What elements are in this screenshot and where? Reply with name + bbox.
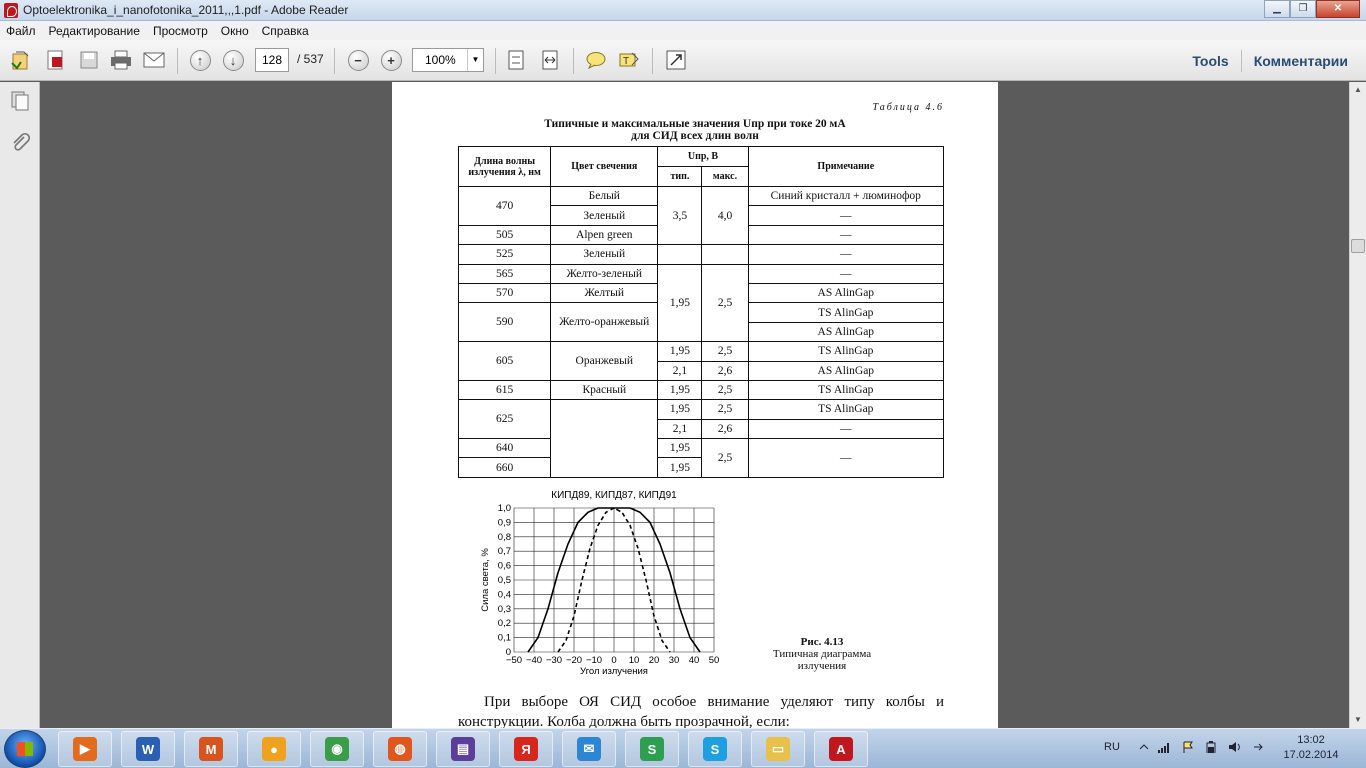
table-cell: 1,95 <box>658 380 702 399</box>
header-color: Цвет свечения <box>551 147 658 187</box>
table-cell: 2,5 <box>702 380 748 399</box>
table-cell: 625 <box>459 400 551 439</box>
fullscreen-button[interactable] <box>663 47 689 73</box>
minus-icon: − <box>348 50 369 71</box>
battery-icon[interactable] <box>1206 741 1218 753</box>
table-cell: Желто-оранжевый <box>551 303 658 342</box>
table-cell: 2,5 <box>702 400 748 419</box>
table-cell: — <box>748 225 943 244</box>
table-cell: Белый <box>551 187 658 206</box>
x-tick-label: 30 <box>668 655 680 666</box>
zoom-out-button[interactable] <box>345 47 371 73</box>
fit-page-button[interactable] <box>503 47 529 73</box>
header-wavelength: Длина волны излучения λ, нм <box>459 147 551 187</box>
page-number-input[interactable]: 128 <box>255 48 289 72</box>
toolbar <box>0 40 1366 81</box>
table-cell: 1,95 <box>658 439 702 458</box>
table-cell: — <box>748 419 943 438</box>
language-indicator[interactable]: RU <box>1104 741 1120 753</box>
expand-icon <box>666 50 686 70</box>
table-cell: 2,1 <box>658 419 702 438</box>
ball-app-icon: ● <box>262 737 286 761</box>
speech-bubble-icon <box>585 50 607 70</box>
table-cell: 2,5 <box>702 342 748 361</box>
print-button[interactable] <box>108 47 134 73</box>
table-cell: 640 <box>459 439 551 458</box>
yandex-icon: Я <box>514 737 538 761</box>
figure-caption-line2: Типичная диаграмма <box>772 648 872 660</box>
table-cell: — <box>748 439 943 478</box>
taskbar-yandex-button[interactable] <box>499 731 553 767</box>
body-paragraph: При выборе ОЯ СИД особое внимание уделяют типу колбы и конструкции. Колба должна быть прозрачной, если: <box>458 694 944 728</box>
table-cell: AS AlinGap <box>748 283 943 302</box>
fit-page-icon <box>507 49 525 71</box>
led-voltage-table <box>458 146 944 478</box>
action-center-flag-icon[interactable] <box>1182 741 1194 753</box>
comments-link[interactable]: Комментарии <box>1253 53 1348 69</box>
header-typ: тип. <box>658 167 702 187</box>
svg-text:T: T <box>623 56 630 67</box>
table-cell: TS AlinGap <box>748 380 943 399</box>
table-cell: AS AlinGap <box>748 322 943 341</box>
volume-icon[interactable] <box>1228 741 1240 753</box>
table-cell: 615 <box>459 380 551 399</box>
table-cell: 2,5 <box>702 264 748 342</box>
tray-info-icon[interactable] <box>1252 741 1264 753</box>
firefox-icon: ◍ <box>388 737 412 761</box>
y-tick-label: 0,7 <box>497 546 511 558</box>
previous-page-button[interactable] <box>187 47 213 73</box>
figure-caption <box>749 636 895 672</box>
zoom-value: 100% <box>425 53 456 67</box>
minimize-button[interactable]: ▁ <box>1264 0 1290 18</box>
table-cell: — <box>748 264 943 283</box>
table-cell: Оранжевый <box>551 342 658 381</box>
taskbar-chrome-button[interactable] <box>310 731 364 767</box>
skype-icon: S <box>703 737 727 761</box>
menu-bar <box>0 21 1366 40</box>
x-tick-label: 50 <box>708 655 720 666</box>
table-cell <box>658 245 702 264</box>
table-cell: 1,95 <box>658 458 702 477</box>
table-cell: 2,6 <box>702 419 748 438</box>
table-cell: 2,5 <box>702 439 748 478</box>
scroll-up-icon[interactable]: ▲ <box>1354 85 1362 94</box>
word-icon: W <box>136 737 160 761</box>
next-page-button[interactable] <box>220 47 246 73</box>
table-cell <box>702 245 748 264</box>
chart-title: КИПД89, КИПД87, КИПД91 <box>551 490 677 501</box>
matlab-icon: M <box>199 737 223 761</box>
y-tick-label: 0,9 <box>497 517 511 529</box>
create-pdf-button[interactable] <box>42 47 68 73</box>
taskbar-visual-studio-button[interactable] <box>436 731 490 767</box>
maximize-button[interactable]: ❐ <box>1290 0 1316 18</box>
table-cell: 570 <box>459 283 551 302</box>
x-tick-label: 0 <box>611 655 617 666</box>
y-tick-label: 0,4 <box>497 589 511 601</box>
taskbar-green-app-button[interactable] <box>625 731 679 767</box>
table-number: Таблица 4.6 <box>872 102 944 113</box>
table-cell: 660 <box>459 458 551 477</box>
navigation-pane <box>0 82 40 728</box>
save-button[interactable] <box>76 47 102 73</box>
page-thumbnails-icon[interactable] <box>9 90 31 112</box>
table-cell: Красный <box>551 380 658 399</box>
table-cell: — <box>748 206 943 225</box>
table-cell: AS AlinGap <box>748 361 943 380</box>
x-tick-label: 40 <box>688 655 700 666</box>
taskbar-ball-app-button[interactable] <box>247 731 301 767</box>
taskbar-word-button[interactable] <box>121 731 175 767</box>
table-cell: Желтый <box>551 283 658 302</box>
y-tick-label: 0 <box>505 647 511 658</box>
y-tick-label: 0,1 <box>497 632 511 644</box>
table-cell: 2,6 <box>702 361 748 380</box>
taskbar-media-player-button[interactable] <box>58 731 112 767</box>
x-tick-label: −20 <box>565 655 583 666</box>
zoom-select[interactable] <box>412 48 484 72</box>
y-tick-label: 1,0 <box>497 503 511 514</box>
y-tick-label: 0,3 <box>497 603 511 615</box>
printer-icon <box>110 50 132 70</box>
menu-window[interactable]: Окно <box>220 23 249 38</box>
title-bar <box>0 0 1366 21</box>
tools-link[interactable]: Tools <box>1192 53 1229 69</box>
fit-width-icon <box>540 49 560 71</box>
table-cell: 565 <box>459 264 551 283</box>
visual-studio-icon: ▤ <box>451 737 475 761</box>
table-cell: 1,95 <box>658 400 702 419</box>
x-axis-label: Угол излучения <box>580 666 648 677</box>
table-cell: Зеленый <box>551 245 658 264</box>
arrow-up-icon: ↑ <box>190 50 211 71</box>
clock-date: 17.02.2014 <box>1283 749 1339 761</box>
page-total: / 537 <box>297 52 324 66</box>
figure-number: Рис. 4.13 <box>800 636 844 648</box>
table-cell: 3,5 <box>658 187 702 245</box>
table-cell: — <box>748 245 943 264</box>
table-cell: TS AlinGap <box>748 400 943 419</box>
table-cell: 470 <box>459 187 551 226</box>
window-controls <box>1264 0 1360 18</box>
x-tick-label: −50 <box>505 655 523 666</box>
clock-time: 13:02 <box>1297 734 1325 746</box>
chevron-up-icon[interactable] <box>1138 741 1150 753</box>
toolbar-right-links <box>1184 50 1356 72</box>
network-signal-icon[interactable] <box>1158 741 1170 753</box>
green-app-icon: S <box>640 737 664 761</box>
taskbar-explorer-button[interactable] <box>751 731 805 767</box>
x-tick-label: 20 <box>648 655 660 666</box>
zoom-in-button[interactable] <box>378 47 404 73</box>
table-cell: TS AlinGap <box>748 303 943 322</box>
radiation-pattern-chart <box>478 486 732 682</box>
header-voltage: Uпр, В <box>658 147 748 167</box>
taskbar-matlab-button[interactable] <box>184 731 238 767</box>
pdf-page <box>392 82 998 728</box>
menu-edit[interactable]: Редактирование <box>48 23 140 38</box>
table-title-line2: для СИД всех длин волн <box>631 130 759 142</box>
chevron-down-icon[interactable]: ▼ <box>467 49 483 71</box>
table-cell: 605 <box>459 342 551 381</box>
x-tick-label: −40 <box>525 655 543 666</box>
table-cell: TS AlinGap <box>748 342 943 361</box>
clock[interactable] <box>1276 733 1346 763</box>
explorer-icon: ▭ <box>766 737 790 761</box>
adobe-reader-icon: A <box>829 737 853 761</box>
arrow-down-icon: ↓ <box>223 50 244 71</box>
table-cell: Синий кристалл + люминофор <box>748 187 943 206</box>
attachments-icon[interactable] <box>9 132 31 154</box>
taskbar-adobe-reader-button[interactable] <box>814 731 868 767</box>
y-axis-label: Сила света, % <box>480 548 491 612</box>
highlight-text-icon <box>618 49 640 71</box>
taskbar-skype-button[interactable] <box>688 731 742 767</box>
figure-caption-line3: излучения <box>797 660 847 672</box>
y-tick-label: 0,8 <box>497 531 511 543</box>
y-tick-label: 0,6 <box>497 560 511 572</box>
adobe-reader-icon <box>4 3 18 18</box>
menu-file[interactable]: Файл <box>6 23 36 38</box>
email-button[interactable] <box>141 47 167 73</box>
table-cell: 4,0 <box>702 187 748 245</box>
y-tick-label: 0,5 <box>497 575 511 586</box>
table-cell: 1,95 <box>658 342 702 361</box>
taskbar-firefox-button[interactable] <box>373 731 427 767</box>
plus-icon: + <box>381 50 402 71</box>
comment-button[interactable] <box>583 47 609 73</box>
chrome-icon: ◉ <box>325 737 349 761</box>
open-button[interactable] <box>8 47 34 73</box>
table-title-line1: Типичные и максимальные значения Uпр при токе 20 мА <box>544 118 846 130</box>
media-player-icon: ▶ <box>73 737 97 761</box>
table-cell: Alpen green <box>551 225 658 244</box>
table-cell: 590 <box>459 303 551 342</box>
vertical-scrollbar[interactable] <box>1349 82 1366 728</box>
fit-width-button[interactable] <box>537 47 563 73</box>
open-file-icon <box>10 49 32 71</box>
start-button[interactable] <box>4 730 46 768</box>
y-tick-label: 0,2 <box>497 618 511 630</box>
x-tick-label: −30 <box>545 655 563 666</box>
close-button[interactable]: ✕ <box>1316 0 1360 18</box>
header-note: Примечание <box>748 147 943 187</box>
table-cell: Зеленый <box>551 206 658 225</box>
window-title: Optoelektronika_i_nanofotonika_2011,,,1.pdf - Adobe Reader <box>23 3 349 17</box>
mail-icon: ✉ <box>577 737 601 761</box>
create-pdf-icon <box>44 49 66 71</box>
x-tick-label: −10 <box>585 655 603 666</box>
table-cell: 1,95 <box>658 264 702 342</box>
scroll-thumb[interactable] <box>1351 239 1365 253</box>
taskbar-mail-button[interactable] <box>562 731 616 767</box>
menu-view[interactable]: Просмотр <box>152 23 208 38</box>
scroll-down-icon[interactable]: ▼ <box>1354 715 1362 724</box>
menu-help[interactable]: Справка <box>261 23 309 38</box>
save-icon <box>79 50 99 70</box>
table-cell: 505 <box>459 225 551 244</box>
x-tick-label: 10 <box>628 655 640 666</box>
table-cell <box>551 400 658 478</box>
header-max: макс. <box>702 167 748 187</box>
table-cell: 2,1 <box>658 361 702 380</box>
envelope-icon <box>143 52 165 68</box>
table-cell: 525 <box>459 245 551 264</box>
table-cell: Желто-зеленый <box>551 264 658 283</box>
highlight-button[interactable] <box>616 47 642 73</box>
